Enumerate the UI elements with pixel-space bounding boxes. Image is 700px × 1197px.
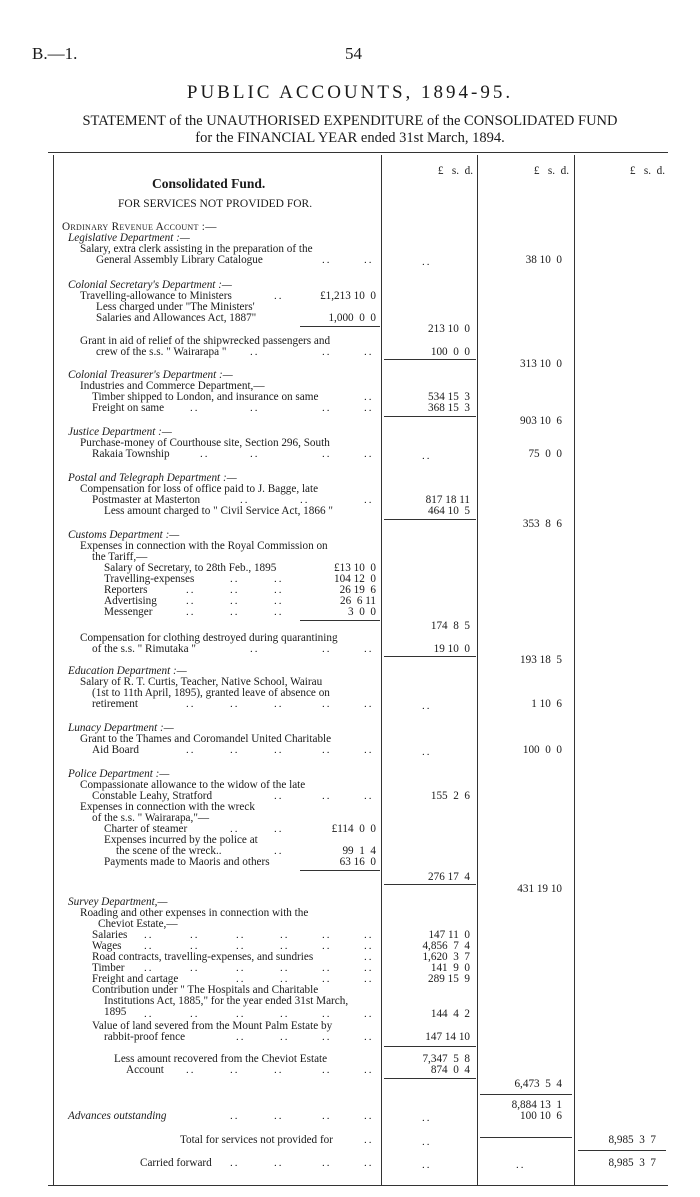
dots: .. [322, 1110, 332, 1122]
customs-line-2: the Tariff,— [92, 551, 148, 563]
dots: .. [422, 746, 432, 758]
subtotal-rule [300, 870, 380, 871]
legislative-line-1: Salary, extra clerk assisting in the preparation of the [80, 243, 313, 255]
colsec-line-2: Less charged under "The Ministers' [96, 301, 255, 313]
justice-line-2: Rakaia Township [92, 448, 170, 460]
statement-line-2: for the FINANCIAL YEAR ended 31st March, 1894. [195, 130, 505, 146]
dots: .. [230, 1064, 240, 1076]
police-line-4: of the s.s. " Wairarapa,"— [92, 812, 210, 824]
legislative-total: 38 10 0 [525, 254, 562, 266]
dots: .. [322, 962, 332, 974]
survey-line-3: Contribution under " The Hospitals and Charitable [92, 984, 319, 996]
coltreas-line-2: Timber shipped to London, and insurance on same [92, 391, 319, 403]
dots: .. [186, 584, 196, 596]
subtotal-rule [384, 1046, 476, 1047]
table-bottom-rule [48, 1185, 668, 1186]
legislative-title: Legislative Department :— [68, 232, 190, 244]
dots: .. [280, 1031, 290, 1043]
customs-item-value: 104 12 0 [334, 573, 376, 585]
police-line-5-value: £114 0 0 [331, 823, 376, 835]
customs-title: Customs Department :— [68, 529, 180, 541]
dots: .. [230, 595, 240, 607]
dots: .. [274, 606, 284, 618]
police-line-7-value: 99 1 4 [342, 845, 376, 857]
dots: .. [364, 940, 374, 952]
survey-line-8-value: 7,347 5 8 [422, 1053, 470, 1065]
colsec-line-1: Travelling-allowance to Ministers [80, 290, 232, 302]
customs-item-value: 3 0 0 [348, 606, 376, 618]
customs-amount-a: 174 8 5 [430, 620, 470, 632]
coltreas-title: Colonial Treasurer's Department :— [68, 369, 233, 381]
dots: .. [364, 962, 374, 974]
page-number: 54 [345, 44, 362, 63]
postal-line-2-value: 817 18 11 [425, 494, 470, 506]
subtotal-rule [578, 1150, 666, 1151]
coltreas-line-3-value: 368 15 3 [428, 402, 470, 414]
dots: .. [322, 1064, 332, 1076]
colsec-line-1-value: £1,213 10 0 [320, 290, 376, 302]
survey-line-1: Roading and other expenses in connection with the [80, 907, 309, 919]
police-line-8-value: 63 16 0 [339, 856, 376, 868]
survey-item-label: Wages [92, 940, 122, 952]
dots: .. [322, 1031, 332, 1043]
customs-line-3: Compensation for clothing destroyed during quarantining [80, 632, 338, 644]
police-line-5: Charter of steamer [104, 823, 188, 835]
dots: .. [300, 494, 310, 506]
police-line-8: Payments made to Maoris and others [104, 856, 270, 868]
dots: .. [364, 643, 374, 655]
dots: .. [322, 254, 332, 266]
customs-item-label: Travelling-expenses [104, 573, 195, 585]
dots: .. [250, 643, 260, 655]
page-title: PUBLIC ACCOUNTS, 1894-95. [186, 82, 514, 103]
postal-line-1: Compensation for loss of office paid to J. Bagge, late [80, 483, 319, 495]
subtotal-rule [384, 884, 476, 885]
postal-line-2: Postmaster at Masterton [92, 494, 201, 506]
dots: .. [274, 845, 284, 857]
dots: .. [144, 1008, 154, 1020]
survey-line-5: 1895 [104, 1006, 127, 1018]
survey-item-value: 147 11 0 [428, 929, 470, 941]
survey-title: Survey Department,— [68, 896, 168, 908]
survey-item-value: 4,856 7 4 [422, 940, 470, 952]
dots: .. [274, 1110, 284, 1122]
dots: .. [322, 744, 332, 756]
dots: .. [364, 929, 374, 941]
coltreas-line-3: Freight on same [92, 402, 165, 414]
dots: .. [186, 595, 196, 607]
postal-title: Postal and Telegraph Department :— [68, 472, 237, 484]
dots: .. [274, 698, 284, 710]
dots: .. [364, 744, 374, 756]
dots: .. [274, 744, 284, 756]
document-ref: B.—1. [32, 44, 78, 63]
dots: .. [200, 448, 210, 460]
dots: .. [322, 940, 332, 952]
dots: .. [250, 346, 260, 358]
dots: .. [190, 962, 200, 974]
subtotal-rule [384, 416, 476, 417]
fund-subheading: FOR SERVICES NOT PROVIDED FOR. [118, 198, 313, 210]
customs-item-label: Advertising [104, 595, 157, 607]
dots: .. [230, 1110, 240, 1122]
survey-line-7-value: 147 14 10 [425, 1031, 470, 1043]
dots: .. [190, 1008, 200, 1020]
dots: .. [422, 450, 432, 462]
coltreas-line-2-value: 534 15 3 [428, 391, 470, 403]
ordinary-revenue-heading: Ordinary Revenue Account :— [62, 221, 217, 233]
colsec-line-5: crew of the s.s. " Wairarapa " [96, 346, 227, 358]
col-divider-2 [477, 155, 478, 1185]
dots: .. [322, 790, 332, 802]
fund-heading: Consolidated Fund. [152, 176, 266, 191]
dots: .. [236, 973, 246, 985]
dots: .. [322, 973, 332, 985]
customs-item-value: 26 6 11 [340, 595, 376, 607]
dots: .. [364, 448, 374, 460]
survey-line-8: Less amount recovered from the Cheviot Estate [114, 1053, 328, 1065]
customs-total: 193 18 5 [520, 654, 562, 666]
total-label: Total for services not provided for [180, 1134, 333, 1146]
survey-item-value: 141 9 0 [430, 962, 470, 974]
dots: .. [422, 1136, 432, 1148]
dots: .. [186, 698, 196, 710]
dots: .. [364, 346, 374, 358]
advances-label: Advances outstanding [68, 1110, 167, 1122]
subtotal-rule [384, 656, 476, 657]
dots: .. [364, 790, 374, 802]
dots: .. [230, 1157, 240, 1169]
survey-item-label: Timber [92, 962, 125, 974]
customs-item-value: 26 19 6 [339, 584, 376, 596]
dots: .. [364, 698, 374, 710]
dots: .. [274, 595, 284, 607]
dots: .. [236, 1031, 246, 1043]
education-title: Education Department :— [68, 665, 187, 677]
survey-line-2: Cheviot Estate,— [98, 918, 178, 930]
survey-item-label: Salaries [92, 929, 128, 941]
dots: .. [364, 1008, 374, 1020]
police-total: 431 19 10 [517, 883, 562, 895]
col3-header: £ s. d. [629, 165, 665, 177]
dots: .. [236, 1008, 246, 1020]
customs-line-1: Expenses in connection with the Royal Commission on [80, 540, 328, 552]
dots: .. [230, 744, 240, 756]
dots: .. [230, 698, 240, 710]
dots: .. [250, 448, 260, 460]
dots: .. [280, 940, 290, 952]
dots: .. [280, 1008, 290, 1020]
police-line-7: the scene of the wreck.. [116, 845, 222, 857]
survey-line-9-value: 874 0 4 [430, 1064, 470, 1076]
police-line-1: Compassionate allowance to the widow of the late [80, 779, 306, 791]
survey-item-label: Road contracts, travelling-expenses, and sundries [92, 951, 314, 963]
colsec-amount-a: 213 10 0 [428, 323, 470, 335]
survey-line-5-value: 144 4 2 [430, 1008, 470, 1020]
survey-item-label: Freight and cartage [92, 973, 179, 985]
dots: .. [364, 1134, 374, 1146]
dots: .. [364, 1110, 374, 1122]
police-line-2: Constable Leahy, Stratford [92, 790, 213, 802]
dots: .. [322, 929, 332, 941]
dots: .. [364, 951, 374, 963]
lunacy-line-1: Grant to the Thames and Coromandel United Charitable [80, 733, 332, 745]
col-divider-3 [574, 155, 575, 1185]
police-title: Police Department :— [68, 768, 170, 780]
customs-item-value: £13 10 0 [334, 562, 376, 574]
dots: .. [144, 940, 154, 952]
subtotal-rule [384, 359, 476, 360]
table-top-rule [48, 152, 668, 153]
dots: .. [236, 940, 246, 952]
justice-total: 75 0 0 [528, 448, 562, 460]
dots: .. [190, 940, 200, 952]
dots: .. [274, 290, 284, 302]
colsec-amount-b: 100 0 0 [430, 346, 470, 358]
justice-line-1: Purchase-money of Courthouse site, Section 296, South [80, 437, 330, 449]
dots: .. [322, 698, 332, 710]
customs-item-label: Messenger [104, 606, 153, 618]
police-line-6: Expenses incurred by the police at [104, 834, 258, 846]
sub-total: 8,884 13 1 [511, 1099, 562, 1111]
postal-line-3: Less amount charged to " Civil Service Act, 1866 " [104, 505, 333, 517]
legislative-line-2: General Assembly Library Catalogue [96, 254, 263, 266]
dots: .. [274, 823, 284, 835]
dots: .. [274, 790, 284, 802]
dots: .. [280, 962, 290, 974]
police-amount-a: 155 2 6 [430, 790, 470, 802]
subtotal-rule [300, 620, 380, 621]
carried-forward-label: Carried forward [140, 1157, 212, 1169]
dots: .. [274, 1064, 284, 1076]
dots: .. [190, 402, 200, 414]
postal-line-3-value: 464 10 5 [428, 505, 470, 517]
survey-item-value: 1,620 3 7 [422, 951, 470, 963]
dots: .. [364, 254, 374, 266]
colsec-line-3-value: 1,000 0 0 [328, 312, 376, 324]
customs-item-label: Reporters [104, 584, 148, 596]
survey-line-6: Value of land severed from the Mount Palm Estate by [92, 1020, 333, 1032]
dots: .. [364, 1157, 374, 1169]
dots: .. [516, 1159, 526, 1171]
dots: .. [240, 494, 250, 506]
dots: .. [230, 823, 240, 835]
dots: .. [250, 402, 260, 414]
postal-total: 353 8 6 [522, 518, 562, 530]
lunacy-total: 100 0 0 [522, 744, 562, 756]
education-line-2: (1st to 11th April, 1895), granted leave of absence on [92, 687, 330, 699]
subtotal-rule [480, 1137, 572, 1138]
col1-header: £ s. d. [437, 165, 473, 177]
col2-header: £ s. d. [533, 165, 569, 177]
police-amount-b: 276 17 4 [428, 871, 470, 883]
dots: .. [230, 584, 240, 596]
subtotal-rule [384, 519, 476, 520]
dots: .. [144, 929, 154, 941]
colsec-line-4: Grant in aid of relief of the shipwrecked passengers and [80, 335, 331, 347]
dots: .. [364, 1064, 374, 1076]
dots: .. [322, 1157, 332, 1169]
colsec-line-3: Salaries and Allowances Act, 1887" [96, 312, 257, 324]
dots: .. [322, 346, 332, 358]
survey-line-7: rabbit-proof fence [104, 1031, 186, 1043]
lunacy-title: Lunacy Department :— [68, 722, 174, 734]
dots: .. [236, 929, 246, 941]
customs-line-4: of the s.s. " Rimutaka " [92, 643, 196, 655]
coltreas-total: 903 10 6 [520, 415, 562, 427]
statement-line-1: STATEMENT of the UNAUTHORISED EXPENDITURE of the CONSOLIDATED FUND [82, 113, 618, 129]
total-value: 8,985 3 7 [608, 1134, 656, 1146]
dots: .. [364, 391, 374, 403]
dots: .. [280, 973, 290, 985]
survey-total: 6,473 5 4 [514, 1078, 562, 1090]
education-line-3: retirement [92, 698, 138, 710]
dots: .. [280, 929, 290, 941]
dots: .. [364, 494, 374, 506]
dots: .. [422, 1112, 432, 1124]
customs-item-label: Salary of Secretary, to 28th Feb., 1895 [104, 562, 277, 574]
colsec-title: Colonial Secretary's Department :— [68, 279, 232, 291]
education-line-1: Salary of R. T. Curtis, Teacher, Native School, Wairau [80, 676, 323, 688]
col-divider-1 [381, 155, 382, 1185]
dots: .. [364, 973, 374, 985]
dots: .. [274, 1157, 284, 1169]
dots: .. [236, 962, 246, 974]
dots: .. [230, 573, 240, 585]
customs-amount-b: 19 10 0 [433, 643, 470, 655]
advances-value: 100 10 6 [520, 1110, 562, 1122]
dots: .. [190, 929, 200, 941]
dots: .. [186, 744, 196, 756]
carried-forward-value: 8,985 3 7 [608, 1157, 656, 1169]
table-left-rule [53, 155, 54, 1185]
survey-item-value: 289 15 9 [428, 973, 470, 985]
lunacy-line-2: Aid Board [92, 744, 139, 756]
dots: .. [144, 962, 154, 974]
dots: .. [322, 448, 332, 460]
dots: .. [364, 402, 374, 414]
justice-title: Justice Department :— [68, 426, 172, 438]
dots: .. [322, 643, 332, 655]
dots: .. [274, 584, 284, 596]
police-line-3: Expenses in connection with the wreck [80, 801, 255, 813]
colsec-total: 313 10 0 [520, 358, 562, 370]
education-total: 1 10 6 [531, 698, 562, 710]
subtotal-rule [480, 1094, 572, 1095]
dots: .. [274, 573, 284, 585]
survey-line-4: Institutions Act, 1885," for the year ended 31st March, [104, 995, 349, 1007]
dots: .. [422, 1159, 432, 1171]
subtotal-rule [384, 1078, 476, 1079]
dots: .. [230, 606, 240, 618]
dots: .. [322, 402, 332, 414]
dots: .. [186, 1064, 196, 1076]
subtotal-rule [300, 326, 380, 327]
dots: .. [422, 700, 432, 712]
coltreas-line-1: Industries and Commerce Department,— [80, 380, 265, 392]
dots: .. [186, 606, 196, 618]
dots: .. [322, 1008, 332, 1020]
survey-line-9: Account [126, 1064, 164, 1076]
dots: .. [364, 1031, 374, 1043]
dots: .. [422, 256, 432, 268]
